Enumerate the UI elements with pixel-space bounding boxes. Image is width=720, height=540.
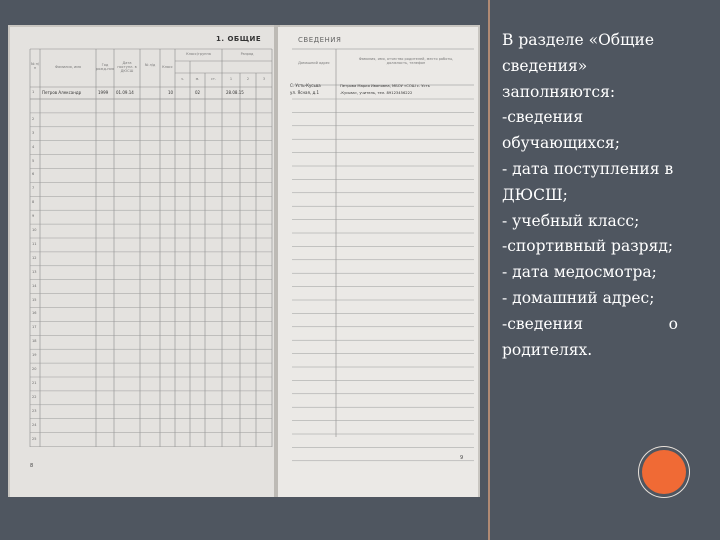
desc-line: -сведения	[502, 108, 583, 127]
left-section-title: 1. ОБЩИЕ	[216, 35, 262, 43]
subheader-1: ч.	[180, 77, 185, 81]
desc-line: - домашний адрес;	[502, 288, 655, 307]
row-number: 23	[32, 408, 37, 413]
subheader-4: 1	[229, 77, 233, 81]
entry-medical: 28.08.15	[226, 90, 244, 95]
subheader-6: 3	[262, 77, 266, 81]
row-number: 16	[32, 311, 37, 316]
header-col-year: Год рожд-ния	[96, 63, 114, 71]
journal-right-page	[278, 27, 478, 497]
entry-parents-2: -Кусьва», учитель, тел. 89123456222	[340, 91, 413, 95]
row-number: 20	[32, 367, 37, 371]
description-text	[502, 28, 678, 363]
header-razryad: Разряд	[240, 52, 254, 56]
entry-razryad: 02	[195, 90, 201, 95]
row-number: 8	[32, 200, 35, 205]
desc-line: сведения»	[502, 56, 588, 75]
desc-line-right: о	[668, 314, 678, 333]
desc-line: - учебный класс;	[502, 211, 640, 230]
right-section-title: СВЕДЕНИЯ	[298, 36, 342, 44]
header-col-date: Дата поступл. в ДЮСШ	[117, 61, 137, 73]
right-page-grid	[278, 27, 478, 497]
header-col-name: Фамилия, имя	[55, 65, 81, 69]
entry-parents-1: Петрова Мария Ивановна, МБОУ «СОШ с. Усть	[340, 84, 430, 88]
row-number: 9	[32, 214, 35, 219]
header-col-class: Класс	[162, 65, 173, 69]
row-number: 12	[32, 255, 37, 260]
row-number: 25	[32, 436, 37, 441]
row-number: 2	[32, 116, 35, 121]
entry-year: 1999	[98, 90, 109, 95]
accent-circle	[642, 450, 686, 494]
row-number: 14	[32, 283, 37, 288]
desc-line-final: родителях.	[502, 340, 593, 359]
panel-divider	[488, 0, 490, 540]
desc-line-justified	[502, 312, 678, 338]
desc-line: -спортивный разряд;	[502, 237, 674, 256]
row-number: 13	[32, 269, 37, 274]
desc-line-left: -сведения	[502, 314, 583, 333]
row-number: 5	[32, 158, 35, 163]
desc-line: заполняются:	[502, 82, 616, 101]
desc-line: - дата медосмотра;	[502, 263, 657, 282]
row-number: 10	[32, 228, 37, 232]
subheader-3: ст.	[210, 77, 217, 81]
row-number: 11	[32, 241, 37, 246]
row-number: 3	[32, 130, 35, 135]
entry-date: 01.09.14	[116, 90, 134, 95]
subheader-2: м.	[195, 77, 200, 81]
left-page-grid	[10, 27, 276, 497]
header-col-number: № п/п	[30, 62, 40, 70]
row-number: 7	[32, 186, 35, 191]
journal-left-page	[10, 27, 276, 497]
header-col-file: № л/д	[144, 63, 156, 67]
row-number: 4	[32, 144, 35, 149]
row-number: 17	[32, 325, 37, 330]
entry-address-2: ул. Ясная, д.1	[290, 90, 320, 95]
row-number: 18	[32, 339, 37, 344]
journal-scan	[8, 25, 480, 497]
row-number: 6	[32, 172, 35, 177]
desc-line: ДЮСШ;	[502, 185, 568, 204]
subheader-5: 2	[246, 77, 250, 81]
desc-line: В разделе «Общие	[502, 31, 655, 49]
right-page-number: 9	[460, 455, 464, 461]
row-number: 21	[32, 380, 37, 385]
left-page-number: 8	[30, 463, 34, 469]
entry-name: Петров Александр	[42, 90, 82, 95]
row-number: 19	[32, 353, 37, 358]
entry-class: 10	[168, 90, 174, 95]
desc-line: обучающихся;	[502, 134, 620, 153]
desc-line: - дата поступления в	[502, 159, 674, 178]
header-parents: Фамилия, имя, отчество родителей, место работы, должность, телефон	[358, 57, 454, 65]
header-class-group: Класс/группа	[186, 52, 211, 56]
row-number: 15	[32, 297, 37, 302]
header-address: Домашний адрес	[298, 61, 330, 65]
entry-address-1: С. Усть-Кусьва	[290, 83, 321, 88]
row-number: 24	[32, 422, 37, 427]
row-number: 1	[32, 90, 35, 94]
row-number: 22	[32, 394, 37, 399]
